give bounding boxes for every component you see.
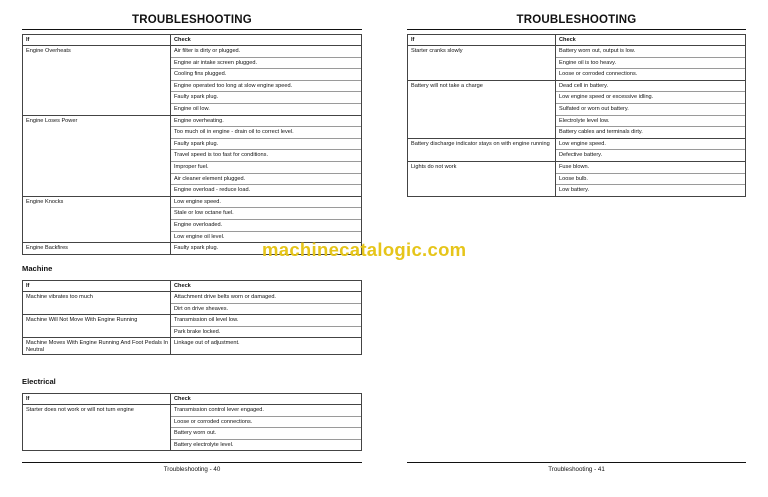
page-title: TROUBLESHOOTING — [132, 14, 252, 26]
check-item: Engine oil is too heavy. — [556, 58, 745, 70]
if-header: If — [23, 281, 171, 292]
table-header-row — [23, 281, 362, 292]
table-row — [23, 338, 362, 355]
table-row — [23, 315, 362, 338]
check-item: Battery worn out, output is low. — [556, 46, 745, 58]
check-item: Sulfated or worn out battery. — [556, 104, 745, 116]
check-item: Transmission control lever engaged. — [171, 405, 361, 417]
machine-troubleshooting-table — [22, 280, 362, 355]
check-cell — [556, 138, 746, 161]
table-row — [408, 138, 746, 161]
check-cell — [171, 292, 362, 315]
if-header: If — [23, 394, 171, 405]
check-item: Air cleaner element plugged. — [171, 174, 361, 186]
check-cell — [171, 196, 362, 242]
check-cell — [171, 405, 362, 451]
symptom-cell: Machine vibrates too much — [23, 292, 171, 315]
check-item: Dirt on drive sheaves. — [174, 305, 229, 312]
page-footer: Troubleshooting - 41 — [548, 466, 605, 473]
symptom-cell: Starter does not work or will not turn engine — [23, 405, 171, 451]
check-item: Linkage out of adjustment. — [174, 340, 240, 347]
check-item: Fuse blown. — [556, 162, 745, 174]
title-rule — [407, 29, 746, 30]
check-item: Engine overheating. — [171, 116, 361, 128]
page-footer: Troubleshooting - 40 — [163, 466, 221, 473]
footer-rule — [22, 462, 362, 463]
check-item: Attachment drive belts worn or damaged. — [171, 292, 361, 304]
check-item: Transmission oil level low. — [171, 315, 361, 327]
check-item: Loose or corroded connections. — [559, 71, 638, 78]
page-title: TROUBLESHOOTING — [516, 14, 637, 26]
table-row — [23, 196, 362, 242]
check-item: Low engine speed or excessive idling. — [556, 92, 745, 104]
check-item: Faulty spark plug. — [171, 92, 361, 104]
check-cell — [171, 338, 362, 355]
check-item: Stale or low octane fuel. — [171, 208, 361, 220]
footer-rule — [407, 462, 746, 463]
symptom-cell: Battery discharge indicator stays on with engine running — [408, 138, 556, 161]
check-header: Check — [556, 35, 746, 46]
symptom-cell: Engine Loses Power — [23, 115, 171, 196]
if-header: If — [408, 35, 556, 46]
check-item: Loose bulb. — [556, 174, 745, 186]
check-item: Battery cables and terminals dirty. — [559, 129, 643, 136]
symptom-cell: Battery will not take a charge — [408, 80, 556, 138]
table-row — [408, 46, 746, 81]
check-item: Battery electrolyte level. — [174, 441, 234, 448]
left-page — [22, 0, 362, 473]
if-header: If — [23, 35, 171, 46]
check-cell — [556, 161, 746, 196]
check-item: Electrolyte level low. — [556, 116, 745, 128]
symptom-cell: Engine Knocks — [23, 196, 171, 242]
check-item: Loose or corroded connections. — [171, 417, 361, 429]
engine-troubleshooting-table — [22, 34, 362, 255]
check-cell — [171, 315, 362, 338]
electrical-troubleshooting-table-continued — [407, 34, 746, 197]
symptom-cell: Machine Will Not Move With Engine Running — [23, 315, 171, 338]
table-row — [23, 405, 362, 451]
check-header: Check — [171, 281, 362, 292]
symptom-cell: Lights do not work — [408, 161, 556, 196]
check-cell — [556, 80, 746, 138]
symptom-cell: Machine Moves With Engine Running And Foot Pedals In Neutral — [23, 338, 171, 355]
check-item: Engine operated too long at slow engine speed. — [171, 81, 361, 93]
check-item: Defective battery. — [559, 152, 603, 159]
check-item: Low battery. — [559, 187, 590, 194]
check-header: Check — [171, 394, 362, 405]
table-row — [408, 161, 746, 196]
table-row — [23, 46, 362, 116]
check-item: Battery worn out. — [171, 428, 361, 440]
check-item: Cooling fins plugged. — [171, 69, 361, 81]
symptom-cell: Engine Backfires — [23, 243, 171, 255]
check-item: Too much oil in engine - drain oil to correct level. — [171, 127, 361, 139]
check-item: Improper fuel. — [171, 162, 361, 174]
check-cell — [556, 46, 746, 81]
check-item: Faulty spark plug. — [171, 139, 361, 151]
electrical-section-title: Electrical — [22, 377, 56, 386]
check-item: Park brake locked. — [174, 328, 221, 335]
check-item: Low engine speed. — [171, 197, 361, 209]
check-item: Air filter is dirty or plugged. — [171, 46, 361, 58]
machine-section-title: Machine — [22, 264, 53, 273]
check-item: Engine overloaded. — [171, 220, 361, 232]
check-cell — [171, 115, 362, 196]
check-item: Engine overload - reduce load. — [174, 187, 251, 194]
title-rule — [22, 29, 362, 30]
table-header-row — [408, 35, 746, 46]
check-item: Engine oil low. — [174, 105, 210, 112]
table-header-row — [23, 394, 362, 405]
check-item: Dead cell in battery. — [556, 81, 745, 93]
check-cell — [171, 46, 362, 116]
electrical-troubleshooting-table — [22, 393, 362, 451]
check-item: Low engine speed. — [556, 139, 745, 151]
watermark-text: machinecatalogic.com — [262, 239, 467, 260]
check-header: Check — [171, 35, 362, 46]
check-item: Faulty spark plug. — [174, 245, 219, 252]
table-row — [408, 80, 746, 138]
check-item: Low engine oil level. — [174, 233, 225, 240]
symptom-cell: Engine Overheats — [23, 46, 171, 116]
check-item: Travel speed is too fast for conditions. — [171, 150, 361, 162]
right-page — [407, 0, 746, 473]
symptom-cell: Starter cranks slowly — [408, 46, 556, 81]
table-header-row — [23, 35, 362, 46]
table-row — [23, 115, 362, 196]
table-row — [23, 292, 362, 315]
check-item: Engine air intake screen plugged. — [171, 58, 361, 70]
